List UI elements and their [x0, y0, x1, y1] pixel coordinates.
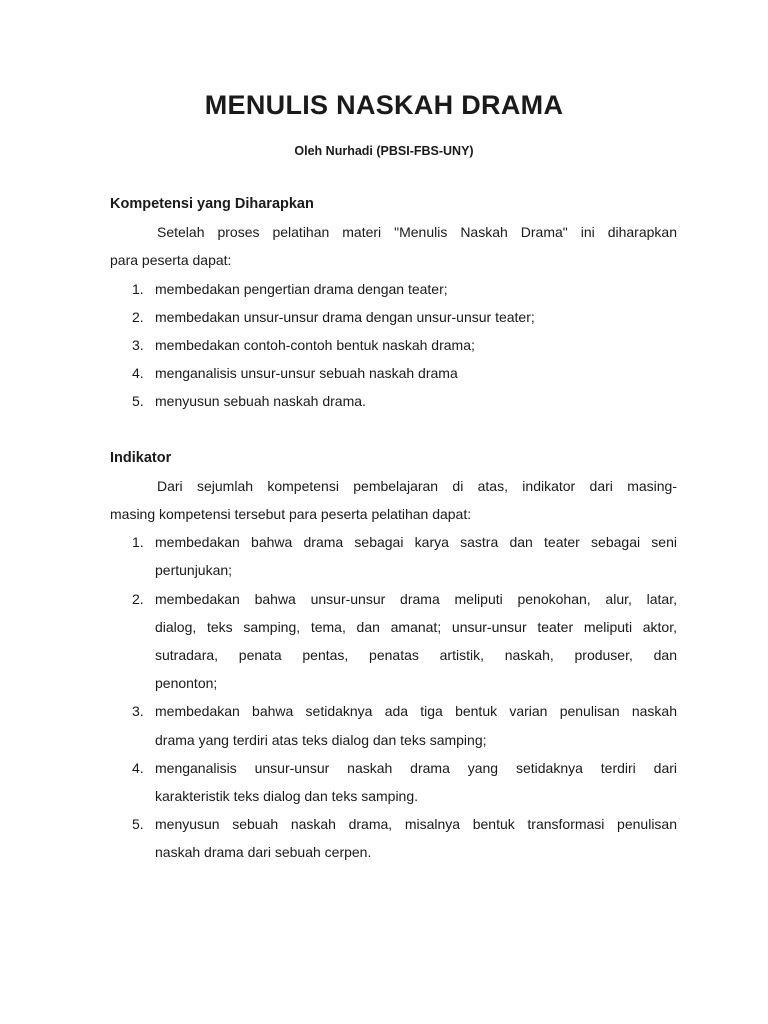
section-heading: Kompetensi yang Diharapkan: [110, 196, 314, 212]
list-item: [110, 387, 677, 415]
list-number: 1.: [132, 534, 144, 551]
list-text: membedakan unsur-unsur drama dengan unsur-unsur teater;: [155, 308, 535, 325]
list-item-continuation: dialog, teks samping, tema, dan amanat; unsur-unsur teater meliputi aktor,: [155, 618, 677, 635]
paragraph-line: Setelah proses pelatihan materi "Menulis Naskah Drama" ini diharapkan: [157, 224, 677, 241]
paragraph-line: Dari sejumlah kompetensi pembelajaran di atas, indikator dari masing-: [157, 477, 677, 494]
list-item: [110, 275, 677, 303]
list-item: [110, 303, 677, 331]
list-item: [110, 331, 677, 359]
list-text: membedakan pengertian drama dengan teater;: [155, 280, 448, 297]
list-number: 3.: [132, 336, 144, 353]
list-number: 2.: [132, 308, 144, 325]
list-item: [110, 528, 677, 556]
list-item-continuation: drama yang terdiri atas teks dialog dan teks samping;: [155, 731, 487, 748]
list-number: 4.: [132, 759, 144, 776]
list-number: 2.: [132, 590, 144, 607]
list-item-continuation: penonton;: [155, 675, 218, 692]
list-text: membedakan contoh-contoh bentuk naskah drama;: [155, 336, 475, 353]
list-number: 3.: [132, 703, 144, 720]
list-item-continuation: naskah drama dari sebuah cerpen.: [155, 844, 372, 861]
list-text: menyusun sebuah naskah drama.: [155, 393, 366, 410]
list-item-continuation: karakteristik teks dialog dan teks samping.: [155, 787, 419, 804]
list-item-continuation: pertunjukan;: [155, 562, 233, 579]
list-item: [110, 754, 677, 782]
paragraph-line: masing kompetensi tersebut para peserta pelatihan dapat:: [110, 506, 472, 523]
list-item: [110, 810, 677, 838]
list-item: [110, 697, 677, 725]
list-text: membedakan bahwa drama sebagai karya sastra dan teater sebagai seni: [155, 534, 677, 551]
document-title: MENULIS NASKAH DRAMA: [204, 90, 564, 120]
list-number: 5.: [132, 816, 144, 833]
list-text: menganalisis unsur-unsur sebuah naskah drama: [155, 365, 458, 382]
list-number: 1.: [132, 280, 144, 297]
document-body: [110, 190, 677, 867]
list-item-continuation: sutradara, penata pentas, penatas artistik, naskah, produser, dan: [155, 647, 677, 663]
list-number: 4.: [132, 365, 144, 382]
list-item: [110, 585, 677, 613]
list-item: [110, 359, 677, 387]
list-text: menganalisis unsur-unsur naskah drama yang setidaknya terdiri dari: [155, 759, 677, 776]
list-text: membedakan bahwa unsur-unsur drama meliputi penokohan, alur, latar,: [155, 590, 677, 607]
list-number: 5.: [132, 393, 144, 410]
document-author: Oleh Nurhadi (PBSI-FBS-UNY): [294, 144, 474, 158]
paragraph-line: para peserta dapat:: [110, 252, 232, 269]
list-text: menyusun sebuah naskah drama, misalnya bentuk transformasi penulisan: [155, 816, 677, 833]
section-heading: Indikator: [110, 449, 172, 466]
list-text: membedakan bahwa setidaknya ada tiga bentuk varian penulisan naskah: [155, 703, 677, 720]
